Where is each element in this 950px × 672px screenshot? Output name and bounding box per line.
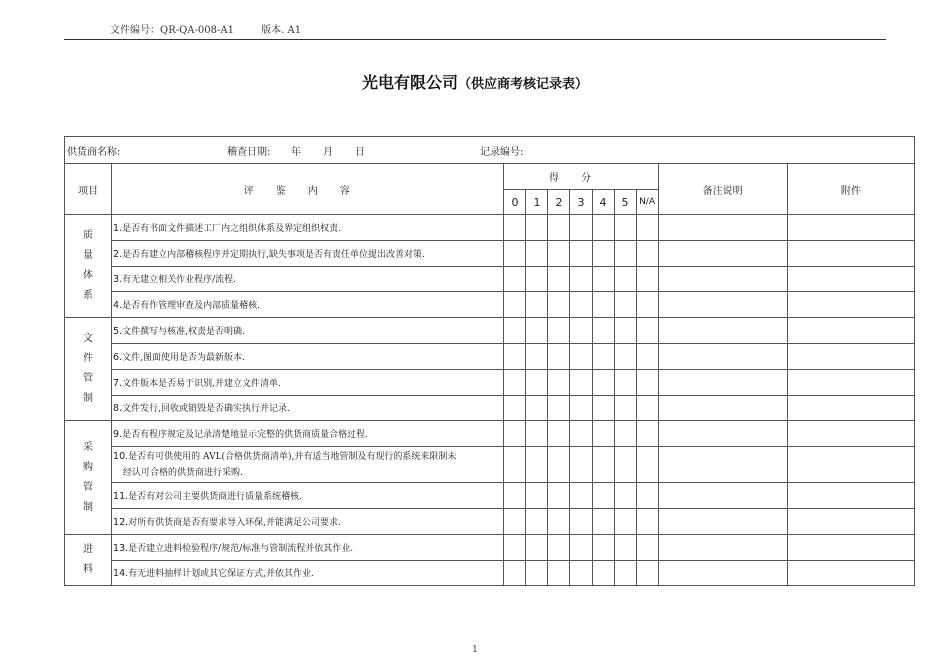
- score-cell[interactable]: [504, 421, 526, 447]
- item-text: 是否有书面文件描述工厂内之组织体系及界定组织权责.: [122, 223, 341, 234]
- item-description: [112, 534, 504, 560]
- year-label: 年: [291, 146, 301, 158]
- attachment-cell[interactable]: [787, 534, 914, 560]
- item-text: 文件,图面使用是否为最新版本.: [122, 352, 245, 363]
- doc-number: 文件编号：QR-QA-008-A1: [110, 25, 234, 36]
- score-cell[interactable]: [570, 292, 592, 318]
- score-cell[interactable]: [526, 483, 548, 509]
- category-cell: [65, 421, 112, 534]
- score-cell[interactable]: [570, 534, 592, 560]
- score-cell[interactable]: [548, 343, 570, 369]
- score-cell[interactable]: [504, 240, 526, 266]
- score-cell[interactable]: [570, 318, 592, 344]
- score-cell[interactable]: [592, 215, 614, 241]
- item-description: [112, 508, 504, 534]
- score-cell[interactable]: [592, 395, 614, 421]
- attachment-cell[interactable]: [787, 421, 914, 447]
- score-cell[interactable]: [570, 508, 592, 534]
- score-cell[interactable]: [548, 318, 570, 344]
- score-cell[interactable]: [636, 369, 658, 395]
- item-description: [112, 240, 504, 266]
- info-cell: [65, 137, 915, 164]
- category-char: 制: [83, 501, 94, 513]
- month-label: 月: [323, 146, 333, 158]
- score-cell[interactable]: [592, 343, 614, 369]
- item-column-header: 项目: [65, 164, 112, 215]
- score-cell[interactable]: [636, 215, 658, 241]
- form-subtitle: （供应商考核记录表）: [458, 77, 589, 92]
- score-cell[interactable]: [504, 266, 526, 292]
- remarks-cell[interactable]: [658, 508, 787, 534]
- score-cell[interactable]: [548, 508, 570, 534]
- item-text-continued: 经认可合格的供货商进行采购.: [123, 467, 243, 478]
- attachment-cell[interactable]: [787, 240, 914, 266]
- day-label: 日: [355, 146, 365, 158]
- score-cell[interactable]: [526, 318, 548, 344]
- table-row: [65, 483, 915, 509]
- score-cell[interactable]: [614, 508, 636, 534]
- score-header-3: 3: [570, 190, 592, 215]
- attachment-cell[interactable]: [787, 343, 914, 369]
- record-number-label: 记录编号:: [480, 146, 524, 158]
- score-cell[interactable]: [570, 369, 592, 395]
- score-cell[interactable]: [548, 266, 570, 292]
- item-text: 是否有对公司主要供货商进行质量系统稽核.: [128, 492, 303, 503]
- category-char: 管: [83, 373, 94, 385]
- score-cell[interactable]: [526, 534, 548, 560]
- score-cell[interactable]: [592, 508, 614, 534]
- remarks-cell[interactable]: [658, 343, 787, 369]
- score-cell[interactable]: [614, 343, 636, 369]
- table-row: [65, 318, 915, 344]
- category-char: 购: [83, 461, 94, 473]
- category-char: 管: [83, 481, 94, 493]
- table-row: [65, 421, 915, 447]
- score-cell[interactable]: [526, 343, 548, 369]
- score-cell[interactable]: [504, 508, 526, 534]
- category-char: 采: [83, 441, 94, 453]
- score-cell[interactable]: [592, 318, 614, 344]
- score-cell[interactable]: [592, 421, 614, 447]
- score-cell[interactable]: [636, 395, 658, 421]
- audit-date-label: 稽查日期:: [227, 146, 271, 158]
- attachment-cell[interactable]: [787, 266, 914, 292]
- attachment-cell[interactable]: [787, 215, 914, 241]
- item-number: 9.: [113, 429, 123, 441]
- score-cell[interactable]: [570, 483, 592, 509]
- score-header-4: 4: [592, 190, 614, 215]
- score-cell[interactable]: [614, 483, 636, 509]
- table-row: [65, 343, 915, 369]
- score-cell[interactable]: [570, 240, 592, 266]
- remarks-cell[interactable]: [658, 369, 787, 395]
- score-cell[interactable]: [636, 240, 658, 266]
- score-cell[interactable]: [570, 343, 592, 369]
- item-number: 10.: [113, 450, 129, 462]
- item-description: [112, 215, 504, 241]
- item-description: [112, 447, 504, 483]
- item-number: 13.: [113, 542, 129, 554]
- score-cell[interactable]: [636, 560, 658, 586]
- page-title: [0, 70, 950, 93]
- item-text: 是否建立进料检验程序/规范/标准与管制流程并依其作业.: [128, 543, 354, 554]
- score-cell[interactable]: [614, 369, 636, 395]
- score-cell[interactable]: [636, 318, 658, 344]
- item-text: 是否有程序规定及记录清楚地显示完整的供货商质量合格过程.: [122, 430, 368, 441]
- supplier-audit-table: [64, 136, 915, 586]
- item-description: [112, 483, 504, 509]
- score-cell[interactable]: [548, 240, 570, 266]
- score-header-0: 0: [504, 190, 526, 215]
- score-cell[interactable]: [526, 369, 548, 395]
- score-cell[interactable]: [526, 421, 548, 447]
- remarks-cell[interactable]: [658, 483, 787, 509]
- item-text: 文件发行,回收或销毁是否确实执行并记录.: [122, 404, 290, 415]
- score-cell[interactable]: [570, 395, 592, 421]
- item-description: [112, 395, 504, 421]
- item-description: [112, 292, 504, 318]
- header-rule: [64, 39, 886, 40]
- item-number: 14.: [113, 568, 129, 580]
- table-row: [65, 266, 915, 292]
- item-text: 有无进料抽样计划或其它保证方式,并依其作业.: [128, 569, 314, 580]
- score-cell[interactable]: [614, 421, 636, 447]
- score-cell[interactable]: [636, 447, 658, 483]
- score-cell[interactable]: [548, 421, 570, 447]
- score-cell[interactable]: [570, 421, 592, 447]
- score-cell[interactable]: [614, 240, 636, 266]
- item-text: 是否有建立内部稽核程序并定期执行,缺失事项是否有责任单位提出改善对策.: [122, 249, 425, 260]
- category-cell: [65, 534, 112, 586]
- score-cell[interactable]: [548, 369, 570, 395]
- item-number: 4.: [113, 300, 123, 312]
- score-cell[interactable]: [592, 534, 614, 560]
- item-description: [112, 318, 504, 344]
- score-cell[interactable]: [526, 215, 548, 241]
- item-text: 文件撰写与核准,权责是否明确.: [122, 327, 245, 338]
- item-description: [112, 560, 504, 586]
- attachment-cell[interactable]: [787, 560, 914, 586]
- item-number: 6.: [113, 351, 123, 363]
- remarks-column-header: 备注说明: [658, 164, 787, 215]
- score-cell[interactable]: [526, 560, 548, 586]
- score-cell[interactable]: [526, 266, 548, 292]
- item-number: 12.: [113, 516, 129, 528]
- score-cell[interactable]: [636, 508, 658, 534]
- item-number: 11.: [113, 491, 129, 503]
- attachment-cell[interactable]: [787, 447, 914, 483]
- item-text: 是否有作管理审查及内部质量稽核.: [122, 301, 260, 312]
- category-char: 体: [83, 270, 94, 282]
- score-cell[interactable]: [548, 483, 570, 509]
- header-row-1: [65, 164, 915, 190]
- score-cell[interactable]: [526, 508, 548, 534]
- score-cell[interactable]: [592, 447, 614, 483]
- score-cell[interactable]: [504, 395, 526, 421]
- remarks-cell[interactable]: [658, 395, 787, 421]
- score-cell[interactable]: [548, 560, 570, 586]
- category-cell: [65, 318, 112, 421]
- score-cell[interactable]: [526, 447, 548, 483]
- score-cell[interactable]: [504, 560, 526, 586]
- score-cell[interactable]: [504, 343, 526, 369]
- score-cell[interactable]: [570, 447, 592, 483]
- score-cell[interactable]: [636, 266, 658, 292]
- table-row: [65, 292, 915, 318]
- item-description: [112, 343, 504, 369]
- score-cell[interactable]: [548, 395, 570, 421]
- score-cell[interactable]: [548, 292, 570, 318]
- item-text: 有无建立相关作业程序/流程.: [122, 275, 237, 286]
- score-header-na: N/A: [636, 190, 658, 215]
- score-cell[interactable]: [526, 240, 548, 266]
- score-header-1: 1: [526, 190, 548, 215]
- table-row: [65, 560, 915, 586]
- item-number: 7.: [113, 377, 123, 389]
- attachment-cell[interactable]: [787, 318, 914, 344]
- score-cell[interactable]: [504, 447, 526, 483]
- table-row: [65, 508, 915, 534]
- score-header-5: 5: [614, 190, 636, 215]
- category-char: 料: [83, 564, 94, 576]
- item-number: 3.: [113, 274, 123, 286]
- score-cell[interactable]: [592, 292, 614, 318]
- score-cell[interactable]: [614, 395, 636, 421]
- item-text: 文件版本是否易于识别,并建立文件清单.: [122, 378, 281, 389]
- score-cell[interactable]: [636, 421, 658, 447]
- remarks-cell[interactable]: [658, 560, 787, 586]
- score-cell[interactable]: [636, 534, 658, 560]
- attachment-cell[interactable]: [787, 483, 914, 509]
- score-cell[interactable]: [614, 560, 636, 586]
- item-number: 1.: [113, 222, 123, 234]
- score-cell[interactable]: [614, 215, 636, 241]
- score-column-header: 得分: [504, 164, 658, 190]
- remarks-cell[interactable]: [658, 292, 787, 318]
- table-row: [65, 369, 915, 395]
- table-row: [65, 447, 915, 483]
- table-row: [65, 534, 915, 560]
- score-cell[interactable]: [636, 343, 658, 369]
- category-char: 件: [83, 353, 94, 365]
- category-char: 量: [83, 250, 94, 262]
- category-char: 制: [83, 393, 94, 405]
- score-cell[interactable]: [592, 240, 614, 266]
- table-row: [65, 395, 915, 421]
- attachment-cell[interactable]: [787, 395, 914, 421]
- score-cell[interactable]: [614, 534, 636, 560]
- remarks-cell[interactable]: [658, 421, 787, 447]
- attachment-column-header: 附件: [787, 164, 914, 215]
- score-header-2: 2: [548, 190, 570, 215]
- remarks-cell[interactable]: [658, 240, 787, 266]
- score-cell[interactable]: [614, 266, 636, 292]
- score-cell[interactable]: [504, 292, 526, 318]
- item-text: 是否有可供使用的 AVL(合格供货商清单),并有适当地管制及有现行的系统来限制未: [128, 451, 457, 462]
- document-header: [110, 21, 301, 36]
- score-cell[interactable]: [504, 215, 526, 241]
- attachment-cell[interactable]: [787, 369, 914, 395]
- attachment-cell[interactable]: [787, 292, 914, 318]
- table-row: [65, 215, 915, 241]
- doc-version: 版本. A1: [261, 25, 302, 36]
- content-column-header: 评鉴内容: [112, 164, 504, 215]
- score-cell[interactable]: [614, 318, 636, 344]
- score-cell[interactable]: [570, 560, 592, 586]
- score-cell[interactable]: [570, 266, 592, 292]
- remarks-cell[interactable]: [658, 318, 787, 344]
- score-cell[interactable]: [526, 292, 548, 318]
- score-cell[interactable]: [592, 266, 614, 292]
- score-cell[interactable]: [504, 318, 526, 344]
- item-description: [112, 266, 504, 292]
- page-number: 1: [472, 645, 478, 655]
- item-number: 5.: [113, 326, 123, 338]
- score-cell[interactable]: [592, 560, 614, 586]
- category-char: 进: [83, 544, 94, 556]
- remarks-cell[interactable]: [658, 266, 787, 292]
- score-cell[interactable]: [526, 395, 548, 421]
- score-cell[interactable]: [504, 534, 526, 560]
- remarks-cell[interactable]: [658, 447, 787, 483]
- info-row: [65, 137, 915, 164]
- table-row: [65, 240, 915, 266]
- score-cell[interactable]: [548, 534, 570, 560]
- supplier-name-label: 供货商名称:: [67, 146, 121, 158]
- score-cell[interactable]: [548, 447, 570, 483]
- score-cell[interactable]: [636, 483, 658, 509]
- score-cell[interactable]: [548, 215, 570, 241]
- item-description: [112, 421, 504, 447]
- score-cell[interactable]: [614, 447, 636, 483]
- attachment-cell[interactable]: [787, 508, 914, 534]
- company-name: 光电有限公司: [361, 73, 458, 92]
- remarks-cell[interactable]: [658, 215, 787, 241]
- item-number: 8.: [113, 403, 123, 415]
- score-cell[interactable]: [504, 369, 526, 395]
- score-cell[interactable]: [592, 369, 614, 395]
- item-description: [112, 369, 504, 395]
- category-char: 文: [83, 333, 94, 345]
- category-char: 系: [83, 290, 94, 302]
- score-cell[interactable]: [504, 483, 526, 509]
- category-cell: [65, 215, 112, 318]
- remarks-cell[interactable]: [658, 534, 787, 560]
- score-cell[interactable]: [592, 483, 614, 509]
- item-text: 对所有供货商是否有要求导入环保,并能满足公司要求.: [128, 517, 341, 528]
- score-cell[interactable]: [636, 292, 658, 318]
- item-number: 2.: [113, 248, 123, 260]
- score-cell[interactable]: [570, 215, 592, 241]
- category-char: 质: [83, 230, 94, 242]
- score-cell[interactable]: [614, 292, 636, 318]
